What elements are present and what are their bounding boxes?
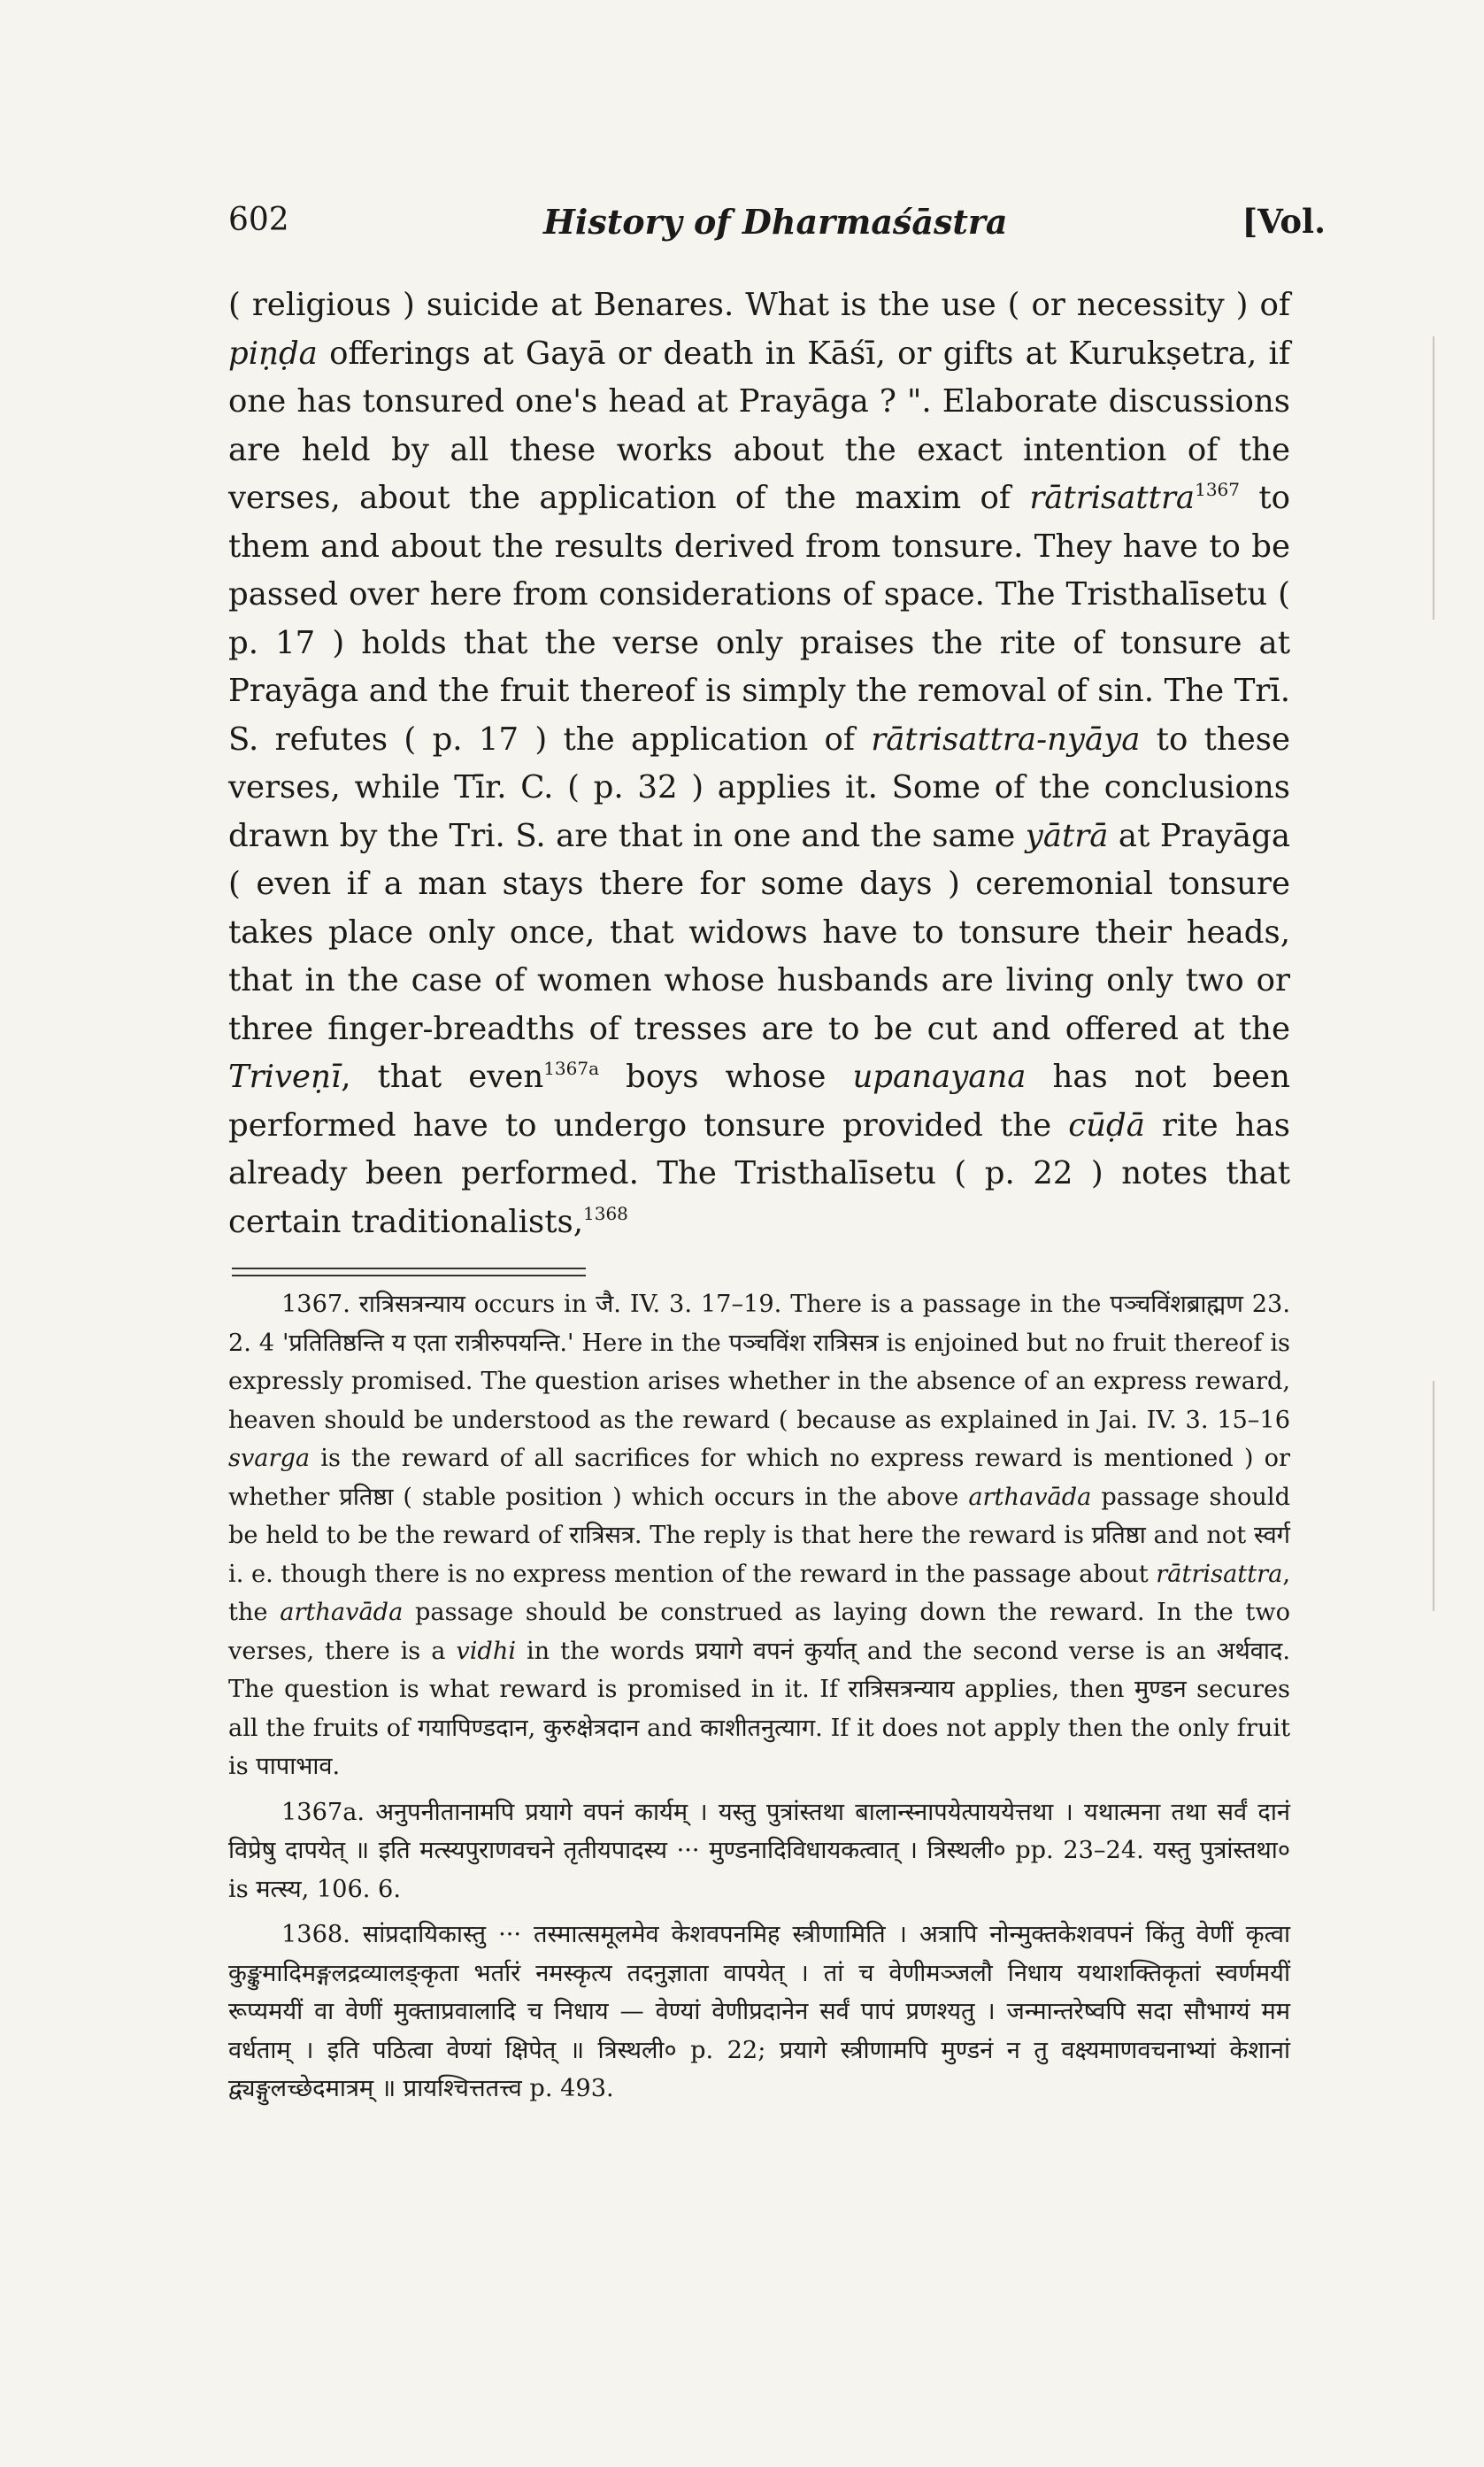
- footnote-ref-1367a[interactable]: 1367a: [543, 1058, 600, 1079]
- volume-marker: [Vol.: [1242, 202, 1326, 241]
- italic-term: arthavāda: [968, 1483, 1092, 1511]
- text-run: is the reward of all sacrifices for which no express reward is mentioned ) or whether प्रतिष्ठा ( stable position ) which occurs in the above: [228, 1445, 1290, 1511]
- scan-artifact-line: [1433, 1381, 1434, 1611]
- text-run: , that even: [341, 1059, 544, 1095]
- text-run: to them and about the results derived from tonsure. They have to be passed over here from considerations of space. The Tristhalīsetu ( p. 17 ) holds that the verse only praises the rite of tonsure at Prayāga and the fruit thereof is simply the removal of sin. The Trī. S. refutes ( p. 17 ) the application of: [228, 480, 1290, 758]
- italic-term: vidhi: [456, 1637, 517, 1665]
- text-run: passage should be construed as laying down the reward. In the two verses, there is a: [228, 1599, 1291, 1665]
- footnote-1367a: 1367a. अनुपनीतानामपि प्रयागे वपनं कार्यम् । यस्तु पुत्रांस्तथा बालान्स्नापयेत्पाययेत्तथा । यथात्मना तथा सर्वं दानं विप्रेषु दापयेत् ॥ इति मत्स्यपुराणवचने तृतीयपादस्य ··· मुण्डनादिविधायकत्वात् । त्रिस्थली० pp. 23–24. यस्तु पुत्रांस्तथा० is मत्स्य, 106. 6.: [228, 1798, 1290, 1903]
- footnote-ref-1368[interactable]: 1368: [583, 1202, 628, 1224]
- italic-term: rātrisattra-nyāya: [871, 721, 1141, 758]
- footnote-ref-1367[interactable]: 1367: [1195, 479, 1240, 500]
- italic-term: arthavāda: [280, 1599, 404, 1626]
- text-run: ( religious ) suicide at Benares. What is the use ( or necessity ) of: [228, 287, 1290, 323]
- footnote-1368: 1368. सांप्रदायिकास्तु ··· तस्मात्समूलमेव केशवपनमिह स्त्रीणामिति । अत्रापि नोन्मुक्तकेशवपनं किंतु वेणीं कृत्वा कुङ्कुमादिमङ्गलद्रव्यालङ्कृता भर्तारं नमस्कृत्य तदनुज्ञाता वापयेत् । तां च वेणीमञ्जलौ निधाय यथाशक्तिकृतां स्वर्णमयीं रूप्यमयीं वा वेणीं मुक्ताप्रवालादि च निधाय — वेण्यां वेणीप्रदानेन सर्वं पापं प्रणश्यतु । जन्मान्तरेष्वपि सदा सौभाग्यं मम वर्धताम् । इति पठित्वा वेण्यां क्षिपेत् ॥ त्रिस्थली० p. 22; प्रयागे स्त्रीणामपि मुण्डनं न तु वक्ष्यमाणवचनाभ्यां केशानां द्व्यङ्गुलच्छेदमात्रम् ॥ प्रायश्चित्ततत्त्व p. 493.: [228, 1921, 1290, 2102]
- italic-term: piṇḍa: [228, 335, 318, 372]
- text-run: offerings at Gayā or death in Kāśī, or gifts at Kurukṣetra, if one has tonsured one's head at Prayāga ? ". Elaborate discussions are held by all these works about the exact intention of the verses, about the application of the maxim of: [228, 335, 1290, 516]
- running-title: History of Dharmaśāstra: [543, 202, 1008, 242]
- italic-term: yātrā: [1025, 817, 1109, 854]
- footnote-divider: [232, 1268, 586, 1276]
- text-run: to these verses, while Tīr. C. ( p. 32 ) applies it. Some of the conclusions drawn by the Tri. S. are that in one and the same: [228, 721, 1290, 854]
- main-text: [228, 281, 1290, 1246]
- text-run: rite has already been performed. The Tristhalīsetu ( p. 22 ) notes that certain traditionalists,: [228, 1106, 1290, 1240]
- italic-term: upanayana: [852, 1059, 1026, 1095]
- text-run: passage should be held to be the reward of रात्रिसत्र. The reply is that here the reward is प्रतिष्ठा and not स्वर्ग i. e. though there is no express mention of the reward in the passage about: [228, 1483, 1291, 1588]
- page-header: [228, 202, 1326, 246]
- italic-term: cūḍā: [1068, 1106, 1145, 1144]
- italic-term: Triveṇī: [228, 1059, 342, 1095]
- page-number: 602: [228, 202, 289, 238]
- italic-term: svarga: [228, 1445, 311, 1472]
- scan-artifact-line: [1433, 336, 1434, 620]
- text-run: has not been performed have to undergo tonsure provided the: [228, 1059, 1290, 1144]
- body-paragraph: [228, 281, 1290, 1246]
- text-run: in the words प्रयागे वपनं कुर्यात् and the second verse is an अर्थवाद. The question is what reward is promised in it. If रात्रिसत्रन्याय applies, then मुण्डन secures all the fruits of गयापिण्डदान, कुरुक्षेत्रदान and काशीतनुत्याग. If it does not apply then the only fruit is पापाभाव.: [228, 1637, 1290, 1780]
- text-run: , the: [228, 1560, 1290, 1626]
- text-run: boys whose: [599, 1059, 853, 1095]
- text-run: at Prayāga ( even if a man stays there for some days ) ceremonial tonsure takes place only once, that widows have to tonsure their heads, that in the case of women whose husbands are living only two or three finger-breadths of tresses are to be cut and offered at the: [228, 817, 1290, 1047]
- italic-term: rātrisattra: [1156, 1560, 1283, 1588]
- italic-term: rātrisattra: [1029, 480, 1196, 516]
- text-run: 1367. रात्रिसत्रन्याय occurs in जै. IV. 3. 17–19. There is a passage in the पञ्चविंशब्राह्मण 23. 2. 4 'प्रतितिष्ठन्ति य एता रात्रीरुपयन्ति.' Here in the पञ्चविंश रात्रिसत्र is enjoined but no fruit thereof is expressly promised. The question arises whether in the absence of an express reward, heaven should be understood as the reward ( because as explained in Jai. IV. 3. 15–16: [228, 1291, 1290, 1434]
- footnotes: [228, 1285, 1290, 2109]
- footnote-1367: [228, 1285, 1290, 1786]
